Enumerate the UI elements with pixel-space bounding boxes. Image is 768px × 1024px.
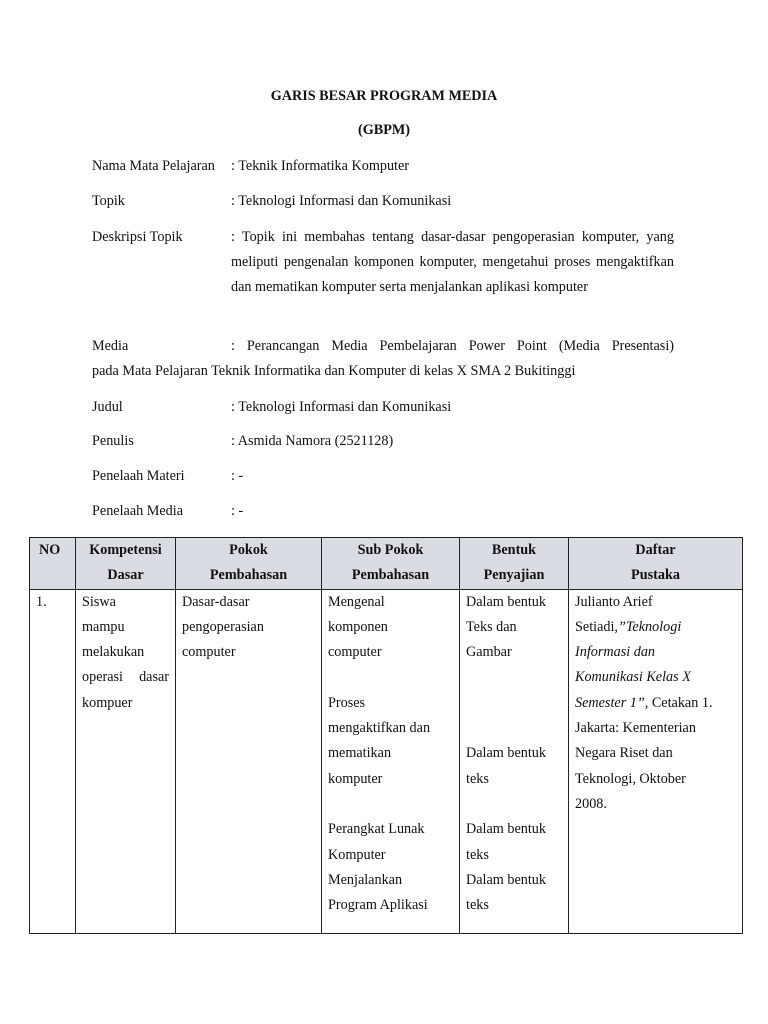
header-no: NO [30,538,76,590]
cell-kompetensi-dasar: Siswa mampu melakukan operasi dasar kompuer [76,589,176,933]
document-subtitle: (GBPM) [357,122,410,138]
field-value-media-line1: : Perancangan Media Pembelajaran Power Point (Media Presentasi) [231,338,674,354]
field-label: Penelaah Media [92,503,183,519]
header-kompetensi-dasar: Kompetensi Dasar [76,538,176,590]
field-label-media: Media [92,338,129,354]
header-bentuk-penyajian: Bentuk Penyajian [460,538,569,590]
table-header-row [30,538,743,590]
header-pokok-pembahasan: Pokok Pembahasan [176,538,322,590]
field-value: : Teknik Informatika Komputer [231,158,410,174]
header-sub-pokok-pembahasan: Sub Pokok Pembahasan [322,538,460,590]
field-label: Penelaah Materi [92,468,185,484]
field-value: : Teknologi Informasi dan Komunikasi [231,193,452,209]
cell-daftar-pustaka: Julianto Arief Setiadi,”Teknologi Informasi dan Komunikasi Kelas X Semester 1”, Cetakan 1. Jakarta: Kementerian Negara Riset dan Teknologi, Oktober 2008. [569,589,743,933]
field-label: Topik [92,193,125,209]
field-value: : Asmida Namora (2521128) [231,433,394,449]
field-value: : - [231,503,244,519]
table-row [30,589,743,933]
header-daftar-pustaka: Daftar Pustaka [569,538,743,590]
field-label: Penulis [92,433,134,449]
field-label: Nama Mata Pelajaran [92,158,215,174]
cell-pokok-pembahasan: Dasar-dasar pengoperasian computer [176,589,322,933]
field-label: Deskripsi Topik [92,229,183,245]
field-value: : - [231,468,244,484]
gbpm-table [29,537,743,934]
field-value: : Teknologi Informasi dan Komunikasi [231,399,452,415]
field-value-media-line2: pada Mata Pelajaran Teknik Informatika dan Komputer di kelas X SMA 2 Bukitinggi [92,363,576,379]
document-title: GARIS BESAR PROGRAM MEDIA [270,88,498,104]
cell-no: 1. [30,589,76,933]
cell-sub-pokok-pembahasan: Mengenal komponen computer Proses mengaktifkan dan mematikan komputer Perangkat Lunak Komputer Menjalankan Program Aplikasi [322,589,460,933]
field-value: : Topik ini membahas tentang dasar-dasar pengoperasian komputer, yang meliputi pengenalan komponen komputer, mengetahui proses mengaktifkan dan mematikan komputer serta menjalankan aplikasi komputer [231,229,674,295]
cell-bentuk-penyajian: Dalam bentuk Teks dan Gambar Dalam bentuk teks Dalam bentuk teks Dalam bentuk teks [460,589,569,933]
field-label: Judul [92,399,123,415]
